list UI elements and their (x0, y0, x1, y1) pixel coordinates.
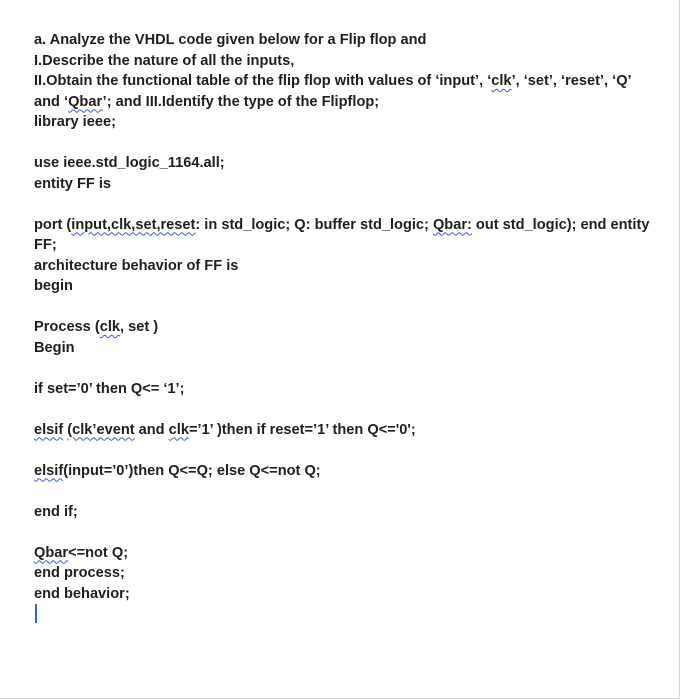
code-elsif-clk: elsif (clk’event and clk=’1’ )then if reset=’1’ then Q<='0'; (34, 421, 416, 438)
spellcheck-clk-2[interactable]: clk (168, 421, 189, 438)
question-line-3: II.Obtain the functional table of the flip flop with values of ‘input’, ‘clk’, ‘set’, ‘reset’, ‘Q’ (34, 73, 632, 89)
question-line-2: I.Describe the nature of all the inputs, (34, 52, 295, 69)
code-qbar-assign: Qbar<=not Q; (34, 544, 129, 561)
code-entity: entity FF is (34, 175, 112, 192)
spellcheck-qbar-assign[interactable]: Qbar (34, 544, 69, 561)
code-begin: begin (34, 278, 73, 294)
code-end-process: end process; (34, 565, 125, 581)
spellcheck-elsif-2[interactable]: elsif (34, 462, 64, 479)
code-library: library ieee; (34, 114, 116, 130)
spellcheck-clk-event[interactable]: (clk’event (67, 421, 135, 438)
spellcheck-port-ids[interactable]: input,clk,set,reset (71, 216, 196, 233)
question-line-4: and ‘Qbar’; and III.Identify the type of the Flipflop; (34, 93, 380, 110)
question-line-1: a. Analyze the VHDL code given below for a Flip flop and (34, 32, 427, 48)
code-use: use ieee.std_logic_1164.all; (34, 155, 225, 171)
code-process-begin: Begin (34, 339, 75, 356)
code-process: Process (clk, set ) (34, 319, 159, 335)
text-cursor (35, 604, 37, 623)
code-elsif-input: elsif(input=’0’)then Q<=Q; else Q<=not Q; (34, 462, 321, 479)
code-end-behavior: end behavior; (34, 585, 130, 602)
code-port: port (input,clk,set,reset: in std_logic; Q: buffer std_logic; Qbar: out std_logic); end entity FF; (34, 216, 650, 253)
code-end-if: end if; (34, 503, 78, 520)
cursor-line[interactable] (34, 604, 664, 627)
spellcheck-elsif-1[interactable]: elsif (34, 421, 64, 438)
spellcheck-word-clk[interactable]: clk (491, 73, 512, 89)
spellcheck-word-qbar[interactable]: Qbar (68, 93, 103, 110)
spellcheck-port-qbar[interactable]: Qbar: (432, 216, 472, 233)
code-if-set: if set=’0’ then Q<= ‘1’; (34, 380, 185, 397)
code-architecture: architecture behavior of FF is (34, 257, 239, 274)
document-body[interactable] (34, 30, 664, 627)
spellcheck-process-clk[interactable]: clk (99, 319, 121, 335)
